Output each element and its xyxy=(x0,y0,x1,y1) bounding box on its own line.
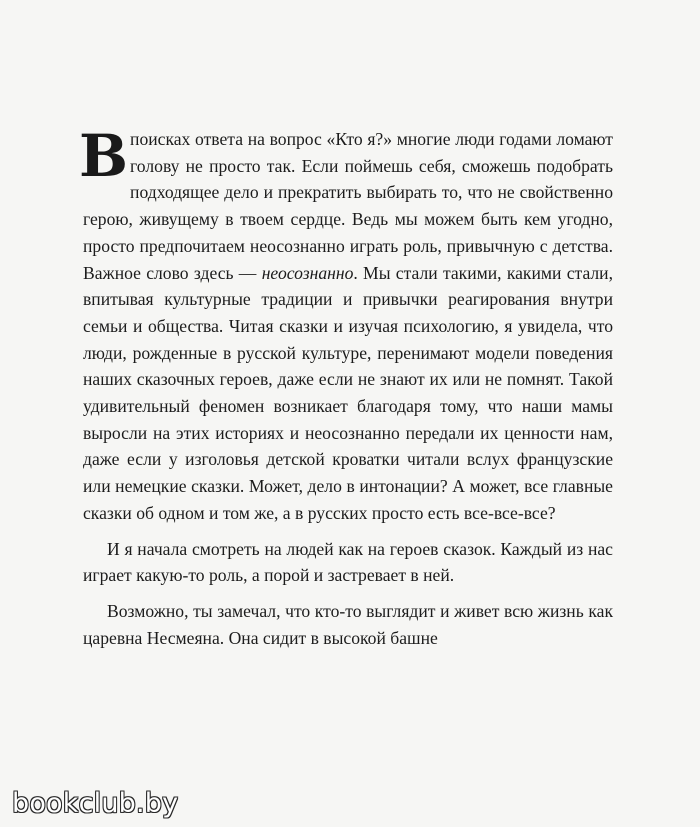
emphasized-word: неосознанно xyxy=(261,262,354,283)
paragraph-1 xyxy=(79,122,613,527)
paragraph-1-text-end: . Мы стали такими, какими стали, впитывая культурные традиции и привычки реагирования внутри семьи и общества. Читая сказки и изучая психологию, я увидела, что люди, рожденные в русской культуре, перенимают модели поведения наших сказочных героев, даже если не знают их или не помнят. Такой удивительный феномен возникает благодаря тому, что наши мамы выросли на этих историях и неосознанно передали их ценности нам, даже если у изголовья детской кроватки читали вслух французские или немецкие сказки. Может, дело в интонации? А может, все главные сказки об одном и том же, а в русских просто есть все-все-все? xyxy=(83,262,613,523)
paragraph-1-text-start: поисках ответа на вопрос «Кто я?» многие люди годами ломают голову не просто так. Если поймешь себя, сможешь подобрать подходящее дело и прекратить выбирать то, что не свойственно герою, живущему в твоем сердце. Ведь мы можем быть кем угодно, просто предпочитаем неосознанно играть роль, привычную с детства. Важное слово здесь — xyxy=(83,129,613,283)
drop-cap-letter: В xyxy=(79,122,129,190)
page-body-text xyxy=(79,122,613,651)
paragraph-2: И я начала смотреть на людей как на героев сказок. Каждый из нас играет какую-то роль, а порой и застревает в ней. xyxy=(83,538,613,586)
watermark-logo: bookclub.by xyxy=(12,788,179,819)
paragraph-3: Возможно, ты замечал, что кто-то выглядит и живет всю жизнь как царевна Несмеяна. Она сидит в высокой башне xyxy=(83,600,613,648)
